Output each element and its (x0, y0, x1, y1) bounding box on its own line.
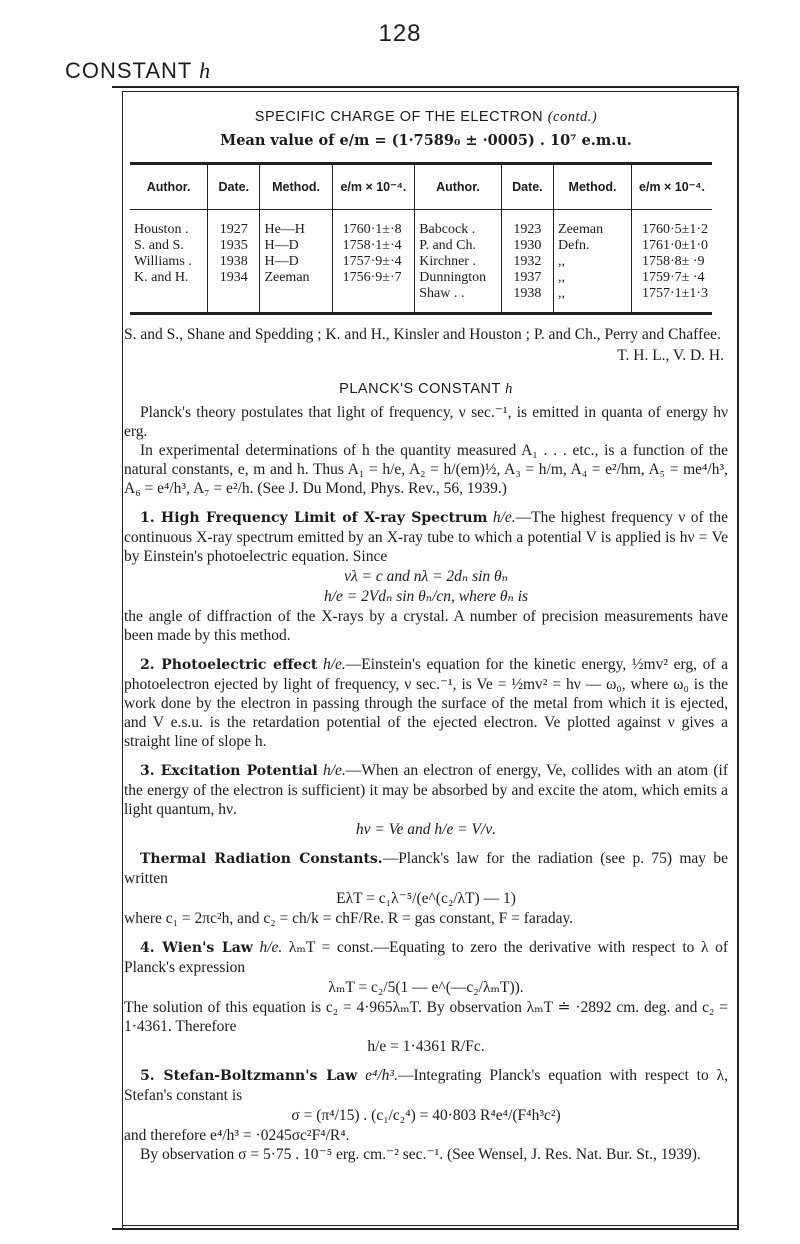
specific-charge-heading-text: SPECIFIC CHARGE OF THE ELECTRON (254, 109, 544, 125)
planck-heading-symbol: h (505, 381, 513, 397)
section-3-equation: hν = Ve and h/e = V/ν. (355, 821, 497, 838)
thermal-text: —Planck's law for the radiation (see p. 75) may be written (124, 850, 728, 887)
section-1-equation-1: νλ = c and nλ = 2dₙ sin θₙ (344, 568, 508, 585)
section-4-equation-2: h/e = 1·4361 R/Fc. (367, 1038, 485, 1055)
section-4-title: 4. Wien's Law (140, 940, 253, 956)
header-date-right: Date. (501, 164, 553, 210)
table-header-row (130, 164, 712, 210)
author-left-cell: Houston . S. and S. Williams . K. and H. (130, 210, 208, 314)
method-left-cell: He—H H—D H—D Zeeman (260, 210, 332, 314)
section-4-text-2: The solution of this equation is c₂ = 4·965λₘT. By observation λₘT ≐ ·2892 cm. deg. and c₂ = 1·4361. Therefore (124, 999, 728, 1035)
value-left-cell: 1760·1±·8 1758·1±·4 1757·9±·4 1756·9±·7 (332, 210, 415, 314)
page-content (124, 100, 728, 1164)
running-head-text: CONSTANT (65, 58, 192, 83)
header-value-right: e/m × 10⁻⁴. (631, 164, 712, 210)
thermal-paragraph (124, 849, 728, 888)
section-5-title: 5. Stefan-Boltzmann's Law (140, 1068, 358, 1084)
header-method-right: Method. (554, 164, 632, 210)
date-right-cell: 1923 1930 1932 1937 1938 (501, 210, 553, 314)
section-3-symbol: h/e. (323, 762, 346, 779)
thermal-title: Thermal Radiation Constants. (140, 851, 383, 867)
section-3-paragraph (124, 761, 728, 819)
header-value-left: e/m × 10⁻⁴. (332, 164, 415, 210)
planck-heading (124, 380, 728, 399)
specific-charge-heading-suffix: (contd.) (547, 109, 598, 125)
section-5-equation: σ = (π⁴/15) . (c₁/c₂⁴) = 40·803 R⁴e⁴/(F⁴h³c²) (291, 1107, 561, 1124)
specific-charge-heading (124, 108, 728, 127)
section-1-paragraph (124, 508, 728, 566)
header-author-left: Author. (130, 164, 208, 210)
page-number: 128 (378, 20, 422, 47)
section-4-symbol: h/e. (259, 939, 283, 956)
running-head (65, 58, 211, 84)
planck-heading-text: PLANCK'S CONSTANT (339, 381, 501, 397)
mean-value-text: Mean value of e/m = (1·7589₀ ± ·0005) . 10⁷ e.m.u. (220, 132, 632, 149)
running-head-symbol: h (199, 58, 212, 83)
section-1-text-2: the angle of diffraction of the X-rays by a crystal. A number of precision measurements have been made by this method. (124, 608, 728, 644)
section-3-text: —When an electron of energy, Ve, collides with an atom (if the energy of the electron is sufficient) it may be absorbed by and excite the atom, which emits a light quantum, hν. (124, 762, 729, 818)
section-5-text-2: and therefore e⁴/h³ = ·0245σc²F⁴/R⁴. (124, 1127, 350, 1144)
section-1-title: 1. High Frequency Limit of X-ray Spectrum (140, 510, 488, 526)
section-4-paragraph (124, 938, 728, 977)
section-5-text-3: By observation σ = 5·75 . 10⁻⁵ erg. cm.⁻² sec.⁻¹. (See Wensel, J. Res. Nat. Bur. St., 1939). (140, 1146, 701, 1163)
section-4-equation-1: λₘT = c₂/5(1 — e^(—c₂/λₘT)). (328, 979, 524, 996)
section-5-paragraph (124, 1066, 728, 1105)
header-date-left: Date. (208, 164, 260, 210)
value-right-cell: 1760·5±1·2 1761·0±1·0 1758·8± ·9 1759·7± ·4 1757·1±1·3 (631, 210, 712, 314)
author-right-cell: Babcock . P. and Ch. Kirchner . Dunnington Shaw . . (415, 210, 502, 314)
section-2-paragraph (124, 655, 728, 751)
date-left-cell: 1927 1935 1938 1934 (208, 210, 260, 314)
section-5-text: —Integrating Planck's equation with respect to λ, Stefan's constant is (124, 1067, 729, 1104)
header-method-left: Method. (260, 164, 332, 210)
section-1-symbol: h/e. (492, 509, 516, 526)
thermal-equation: EλT = c₁λ⁻⁵/(e^(c₂/λT) — 1) (336, 890, 516, 907)
thermal-text-2: where c₁ = 2πc²h, and c₂ = ch/k = chF/Re. R = gas constant, F = faraday. (124, 910, 574, 927)
section-2-title: 2. Photoelectric effect (140, 657, 318, 673)
abbreviations-note: S. and S., Shane and Spedding ; K. and H., Kinsler and Houston ; P. and Ch., Perry and Chaffee. (124, 326, 721, 343)
section-3-title: 3. Excitation Potential (140, 763, 318, 779)
section-2-symbol: h/e. (322, 656, 346, 673)
specific-charge-table (130, 162, 712, 315)
planck-intro-2: In experimental determinations of h the quantity measured A₁ . . . etc., is a function of the natural constants, e, m and h. Thus A₁ = h/e, A₂ = h/(em)½, A₃ = h/m, A₄ = e²/hm, A₅ = me⁴/h³, A₆ = e⁴/h³, A₇ = e²/h. (See J. Du Mond, Phys. Rev., 56, 1939.) (124, 442, 728, 497)
method-right-cell: Zeeman Defn. ,, ,, ,, (554, 210, 632, 314)
section-5-symbol: e⁴/h³. (365, 1067, 398, 1084)
planck-intro-1: Planck's theory postulates that light of frequency, ν sec.⁻¹, is emitted in quanta of energy hν erg. (124, 404, 728, 440)
table-body-row (130, 210, 712, 314)
section-1-text: —The highest frequency ν of the continuous X-ray spectrum emitted by an X-ray tube to which a potential V is applied is hν = Ve by Einstein's photoelectric equation. Since (124, 509, 728, 565)
section-1-equation-2: h/e = 2Vdₙ sin θₙ/cn, where θₙ is (323, 588, 529, 605)
author-credit: T. H. L., V. D. H. (617, 347, 724, 364)
mean-value (124, 131, 728, 150)
section-4-text: λₘT = const.—Equating to zero the derivative with respect to λ of Planck's expression (124, 939, 729, 976)
header-author-right: Author. (415, 164, 502, 210)
section-2-text: —Einstein's equation for the kinetic energy, ½mv² erg, of a photoelectron ejected by light of frequency, ν sec.⁻¹, is Ve = ½mv² = hν — ω₀, where ω₀ is the work done by the electron in passing through the surface of the metal from which it is ejected, and V e.s.u. is the retardation potential of the ejected electron. Ve plotted against ν gives a straight line of slope h. (124, 656, 729, 750)
